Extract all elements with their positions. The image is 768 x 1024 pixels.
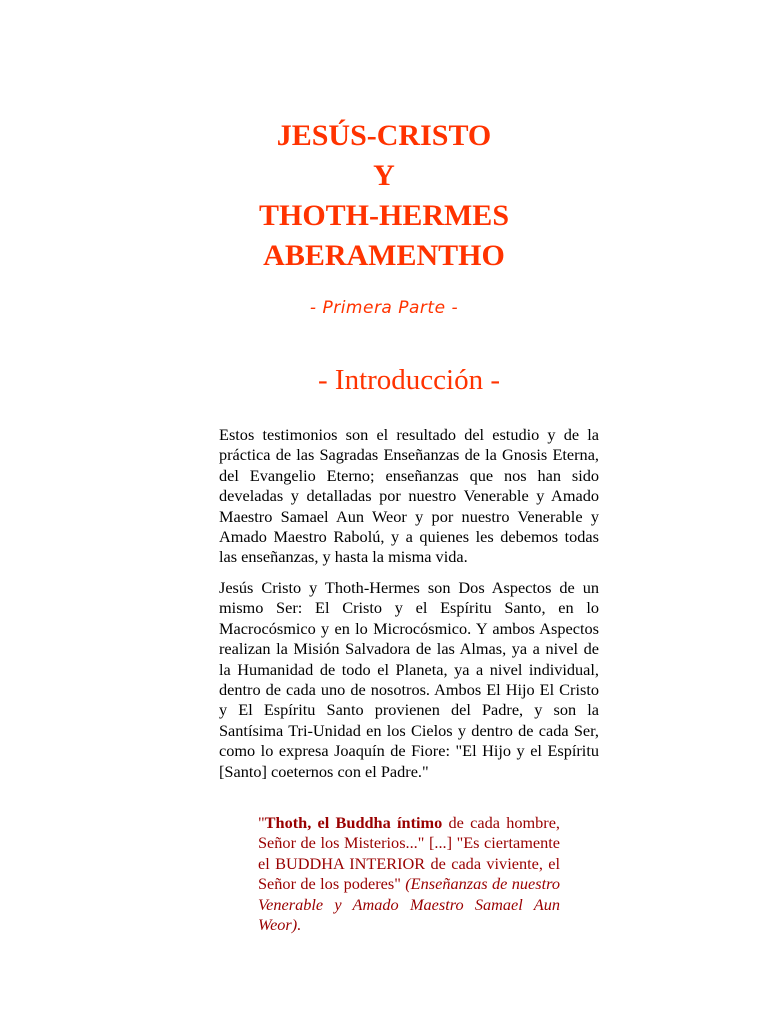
section-heading: - Introducción -: [318, 364, 500, 396]
title-line-2: Y: [373, 159, 395, 192]
quote-block: [258, 813, 560, 935]
title-line-4: ABERAMENTHO: [263, 239, 505, 272]
title-line-3: THOTH-HERMES: [258, 199, 510, 232]
part-subtitle: - Primera Parte -: [309, 298, 459, 318]
quote-open-mark: ": [258, 813, 265, 832]
title-line-1: JESÚS-CRISTO: [276, 119, 492, 152]
document-title: [0, 116, 768, 276]
paragraph-1: Estos testimonios son el resultado del estudio y de la práctica de las Sagradas Enseñanzas de la Gnosis Eterna, del Evangelio Eterno; enseñanzas que nos han sido develadas y detalladas por nuestro Venerable y Amado Maestro Samael Aun Weor y por nuestro Venerable y Amado Maestro Rabolú, y a quienes les debemos todas las enseñanzas, y hasta la misma vida.: [219, 425, 599, 567]
quote-text: de cada hombre, Señor de los Misterios..." [...] "Es ciertamente el BUDDHA INTERIOR de cada viviente, el Señor de los poderes": [258, 813, 560, 894]
quote-citation: (Enseñanzas de nuestro Venerable y Amado Maestro Samael Aun Weor).: [258, 874, 560, 935]
paragraph-2: Jesús Cristo y Thoth-Hermes son Dos Aspectos de un mismo Ser: El Cristo y el Espíritu Santo, en lo Macrocósmico y en lo Microcósmico. Y ambos Aspectos realizan la Misión Salvadora de las Almas, ya a nivel de la Humanidad de todo el Planeta, ya a nivel individual, dentro de cada uno de nosotros. Ambos El Hijo El Cristo y El Espíritu Santo provienen del Padre, y son la Santísima Tri-Unidad en los Cielos y dentro de cada Ser, como lo expresa Joaquín de Fiore: "El Hijo y el Espíritu [Santo] coeternos con el Padre.": [219, 578, 599, 781]
quote-emphasis: Thoth, el Buddha íntimo: [264, 813, 443, 832]
